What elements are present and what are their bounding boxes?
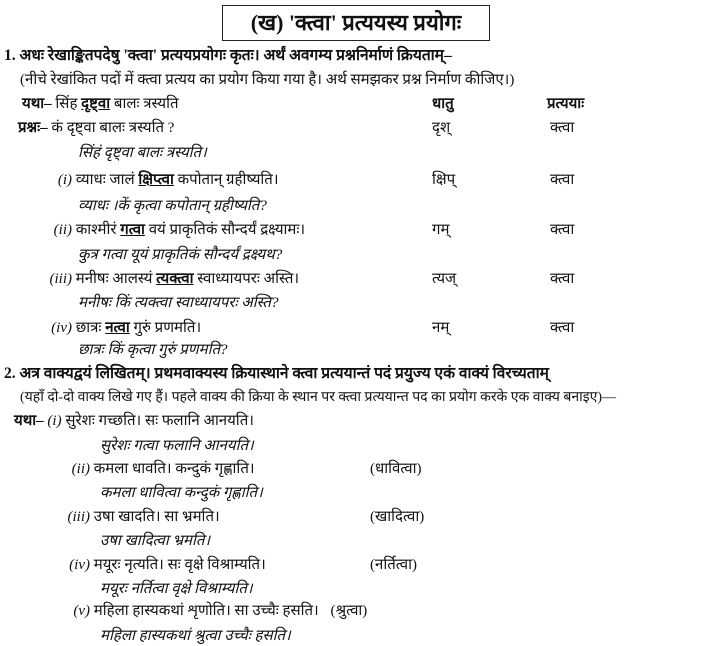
- item-hint: (धावित्वा): [370, 461, 422, 477]
- list-item: [0, 220, 305, 240]
- item-number: (iii): [49, 271, 72, 287]
- underlined-word: गत्वा: [120, 222, 145, 238]
- example-text: सिंह: [55, 96, 82, 112]
- item-text: काश्मीरं: [75, 222, 121, 238]
- section1-hindi-instruction: (नीचे रेखांकित पदों में क्त्वा प्रत्यय का प्रयोग किया गया है। अर्थ समझकर प्रश्न निर्माण कीजिए।): [20, 72, 515, 88]
- column-header-dhatu: धातु: [432, 96, 454, 112]
- pratyaya-cell: क्त्वा: [550, 120, 575, 136]
- item-answer: कमला धावित्वा कन्दुकं गृह्णाति।: [100, 485, 263, 501]
- example-label: यथा–: [22, 96, 52, 112]
- dhatu-cell: दृश्: [432, 120, 451, 136]
- item-text: गुरुं प्रणमति।: [129, 320, 202, 336]
- list-item: [0, 601, 367, 621]
- item-text: व्याधः जालं: [75, 172, 139, 188]
- item-number: (v): [73, 603, 90, 619]
- question-text: कं दृष्ट्वा बालः त्रस्यति ?: [51, 120, 175, 136]
- list-item: [14, 411, 254, 431]
- example-text: बालः त्रस्यति: [110, 96, 179, 112]
- item-hint: (नर्तित्वा): [370, 557, 417, 573]
- pratyaya-cell: क्त्वा: [550, 172, 575, 188]
- item-number: (i): [57, 172, 72, 188]
- list-item: [0, 507, 220, 527]
- item-hint: (खादित्वा): [370, 509, 425, 525]
- underlined-word: नत्वा: [105, 320, 130, 336]
- item-sentence: उषा खादति। सा भ्रमति।: [93, 509, 220, 525]
- item-sentence: मयूरः नृत्यति। सः वृक्षे विश्राम्यति।: [93, 557, 266, 573]
- item-number: (iii): [67, 509, 90, 525]
- item-question: मनीषः किं त्यक्त्वा स्वाध्यायपरः अस्ति?: [78, 295, 279, 311]
- pratyaya-cell: क्त्वा: [550, 320, 575, 336]
- item-question: कुत्र गत्वा यूयं प्राकृतिकं सौन्दर्यं द्रक्ष्यथ?: [78, 247, 283, 263]
- section2-hindi-instruction: (यहाँ दो-दो वाक्य लिखे गए हैं। पहले वाक्य की क्रिया के स्थान पर क्त्वा प्रत्ययान्त पद का प्रयोग करके एक वाक्य बनाइए)—: [20, 390, 616, 405]
- dhatu-cell: त्यज्: [432, 271, 457, 287]
- item-number: (iv): [69, 557, 90, 573]
- item-answer: महिला हास्यकथां श्रुत्वा उच्चैः हसति।: [100, 628, 291, 644]
- item-number: (ii): [53, 222, 72, 238]
- item-answer: सुरेशः गत्वा फलानि आनयति।: [100, 438, 254, 454]
- dhatu-cell: गम्: [432, 222, 450, 238]
- item-answer: मयूरः नर्तित्वा वृक्षे विश्राम्यति।: [100, 581, 253, 597]
- section1-example: [22, 94, 179, 114]
- item-text: स्वाध्यायपरः अस्ति।: [193, 271, 300, 287]
- underlined-word: क्षिप्त्वा: [138, 172, 174, 188]
- column-header-pratyaya: प्रत्ययाः: [547, 96, 585, 112]
- item-hint: (श्रुत्वा): [330, 603, 368, 619]
- example-label: यथा–: [14, 413, 44, 429]
- item-sentence: सुरेशः गच्छति। सः फलानि आनयति।: [65, 413, 254, 429]
- item-number: (i): [47, 413, 62, 429]
- section1-heading: 1. अधः रेखाङ्कितपदेषु 'क्त्वा' प्रत्ययप्रयोगः कृतः। अर्थं अवगम्य प्रश्ननिर्माणं क्रियताम्–: [4, 47, 452, 64]
- question-answer: सिंहं दृष्ट्वा बालः त्रस्यति।: [78, 145, 207, 161]
- item-sentence: कमला धावति। कन्दुकं गृह्णाति।: [93, 461, 255, 477]
- question-label: प्रश्नः–: [18, 120, 48, 136]
- list-item: [0, 170, 279, 190]
- item-text: छात्रः: [75, 320, 106, 336]
- underlined-word: दृष्ट्वा: [81, 96, 111, 112]
- example-question: [18, 118, 174, 138]
- pratyaya-cell: क्त्वा: [550, 271, 575, 287]
- page-title: (ख) 'क्त्वा' प्रत्ययस्य प्रयोगः: [222, 5, 490, 41]
- item-question: व्याधः ।कें कृत्वा कपोतान् ग्रहीष्यति?: [78, 198, 267, 214]
- dhatu-cell: नम्: [432, 320, 450, 336]
- underlined-word: त्यक्त्वा: [156, 271, 194, 287]
- item-sentence: महिला हास्यकथां शृणोति। सा उच्चैः हसति।: [93, 603, 319, 619]
- list-item: [0, 269, 299, 289]
- dhatu-cell: क्षिप्: [432, 172, 456, 188]
- section2-heading: 2. अत्र वाक्यद्वयं लिखितम्। प्रथमवाक्यस्य क्रियास्थाने क्त्वा प्रत्ययान्तं पदं प्रयुज्य एकं वाक्यं विरच्यताम्: [4, 365, 549, 382]
- item-number: (iv): [51, 320, 72, 336]
- item-answer: उषा खादित्वा भ्रमति।: [100, 533, 211, 549]
- pratyaya-cell: क्त्वा: [550, 222, 575, 238]
- item-number: (ii): [71, 461, 90, 477]
- list-item: [0, 459, 255, 479]
- item-text: वयं प्राकृतिकं सौन्दर्यं द्रक्ष्यामः।: [144, 222, 306, 238]
- list-item: [0, 555, 266, 575]
- list-item: [0, 318, 201, 338]
- item-question: छात्रः किं कृत्वा गुरुं प्रणमति?: [78, 342, 228, 358]
- item-text: कपोतान् ग्रहीष्यति।: [173, 172, 279, 188]
- item-text: मनीषः आलस्यं: [75, 271, 157, 287]
